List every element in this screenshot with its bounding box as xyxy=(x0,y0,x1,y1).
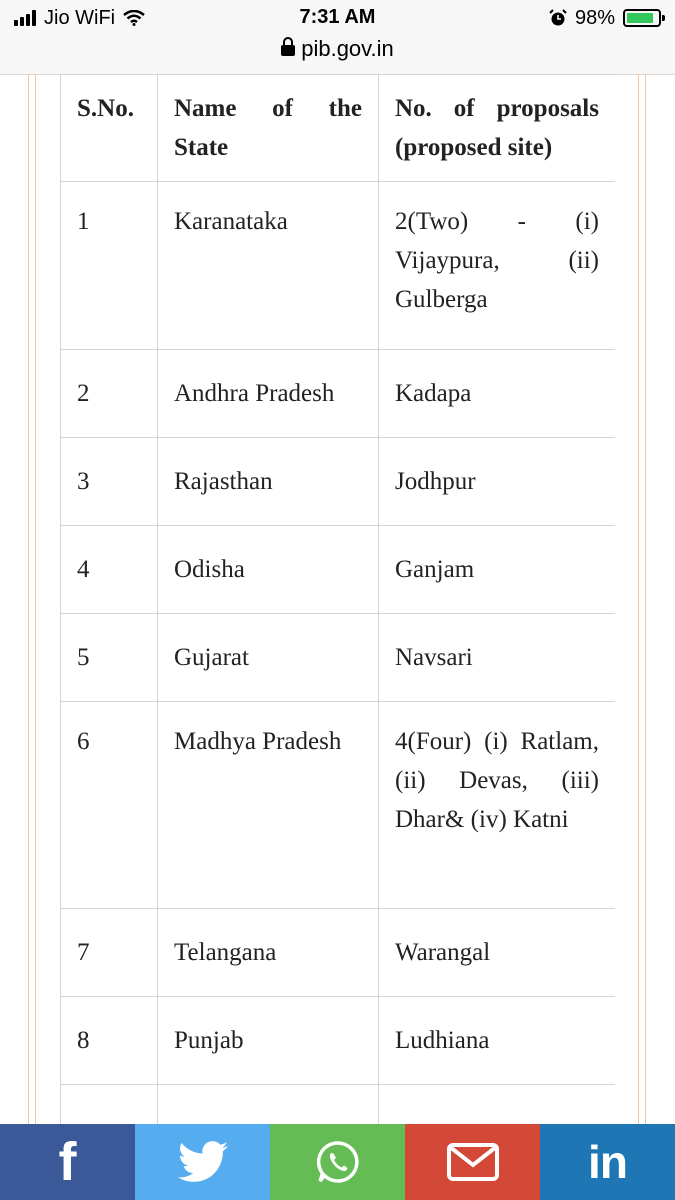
cell-state: Gujarat xyxy=(158,614,379,702)
page-border-left xyxy=(28,74,36,1126)
cell-proposals: 2(Two) - (i) Vijaypura, (ii) Gulberga xyxy=(379,182,616,350)
table-row xyxy=(61,350,616,438)
browser-top-bar xyxy=(0,0,675,75)
cell-state: Punjab xyxy=(158,997,379,1085)
cell-proposals: Ludhiana xyxy=(379,997,616,1085)
cell-sno: 6 xyxy=(61,702,158,909)
cell-sno: 8 xyxy=(61,997,158,1085)
battery-percent: 98% xyxy=(574,6,615,29)
whatsapp-icon xyxy=(314,1138,362,1186)
status-bar-right xyxy=(549,6,661,30)
cell-state: Andhra Pradesh xyxy=(158,350,379,438)
twitter-share-button[interactable] xyxy=(135,1124,270,1200)
table-row xyxy=(61,702,616,909)
cell-sno: 5 xyxy=(61,614,158,702)
url-domain: pib.gov.in xyxy=(301,36,394,61)
alarm-icon xyxy=(549,9,567,27)
whatsapp-share-button[interactable] xyxy=(270,1124,405,1200)
cell-proposals: Kadapa xyxy=(379,350,616,438)
battery-charging-icon xyxy=(623,9,661,27)
url-bar[interactable] xyxy=(0,36,675,62)
cell-proposals: Warangal xyxy=(379,909,616,997)
header-sno: S.No. xyxy=(61,75,158,182)
header-state: Name of the State xyxy=(158,75,379,182)
cell-proposals: Navsari xyxy=(379,614,616,702)
table-row xyxy=(61,909,616,997)
linkedin-icon: in xyxy=(588,1136,627,1188)
cell-sno: 7 xyxy=(61,909,158,997)
carrier-name: Jio WiFi xyxy=(44,6,116,29)
share-bar xyxy=(0,1124,675,1200)
cell-state: Rajasthan xyxy=(158,438,379,526)
cell-sno: 1 xyxy=(61,182,158,350)
proposals-table xyxy=(60,74,615,1126)
cell-state: Odisha xyxy=(158,526,379,614)
table-row xyxy=(61,438,616,526)
cell-proposals: Ganjam xyxy=(379,526,616,614)
facebook-icon: f xyxy=(58,1132,77,1192)
table-row xyxy=(61,1085,616,1127)
cell-state: Madhya Pradesh xyxy=(158,702,379,909)
linkedin-share-button[interactable] xyxy=(540,1124,675,1200)
status-time: 7:31 AM xyxy=(299,6,376,28)
cell-proposals: 4(Four) (i) Ratlam, (ii) Devas, (iii) Dhar& (iv) Katni xyxy=(379,702,616,909)
cell-proposals: Jodhpur xyxy=(379,438,616,526)
table-row xyxy=(61,997,616,1085)
cell-state: Karanataka xyxy=(158,182,379,350)
cell-sno: 2 xyxy=(61,350,158,438)
cell-sno: 3 xyxy=(61,438,158,526)
cell-empty xyxy=(158,1085,379,1127)
email-icon xyxy=(446,1142,500,1182)
table-row xyxy=(61,526,616,614)
cell-sno: 4 xyxy=(61,526,158,614)
page-border-right xyxy=(638,74,646,1126)
facebook-share-button[interactable] xyxy=(0,1124,135,1200)
cell-empty xyxy=(61,1085,158,1127)
email-share-button[interactable] xyxy=(405,1124,540,1200)
twitter-icon xyxy=(178,1141,228,1183)
table-row xyxy=(61,182,616,350)
table-row xyxy=(61,614,616,702)
proposals-table-container xyxy=(60,74,615,1126)
header-proposals: No. of proposals (proposed site) xyxy=(379,75,616,182)
cell-empty xyxy=(379,1085,616,1127)
lock-icon xyxy=(281,45,295,56)
cell-state: Telangana xyxy=(158,909,379,997)
table-header-row xyxy=(61,75,616,182)
